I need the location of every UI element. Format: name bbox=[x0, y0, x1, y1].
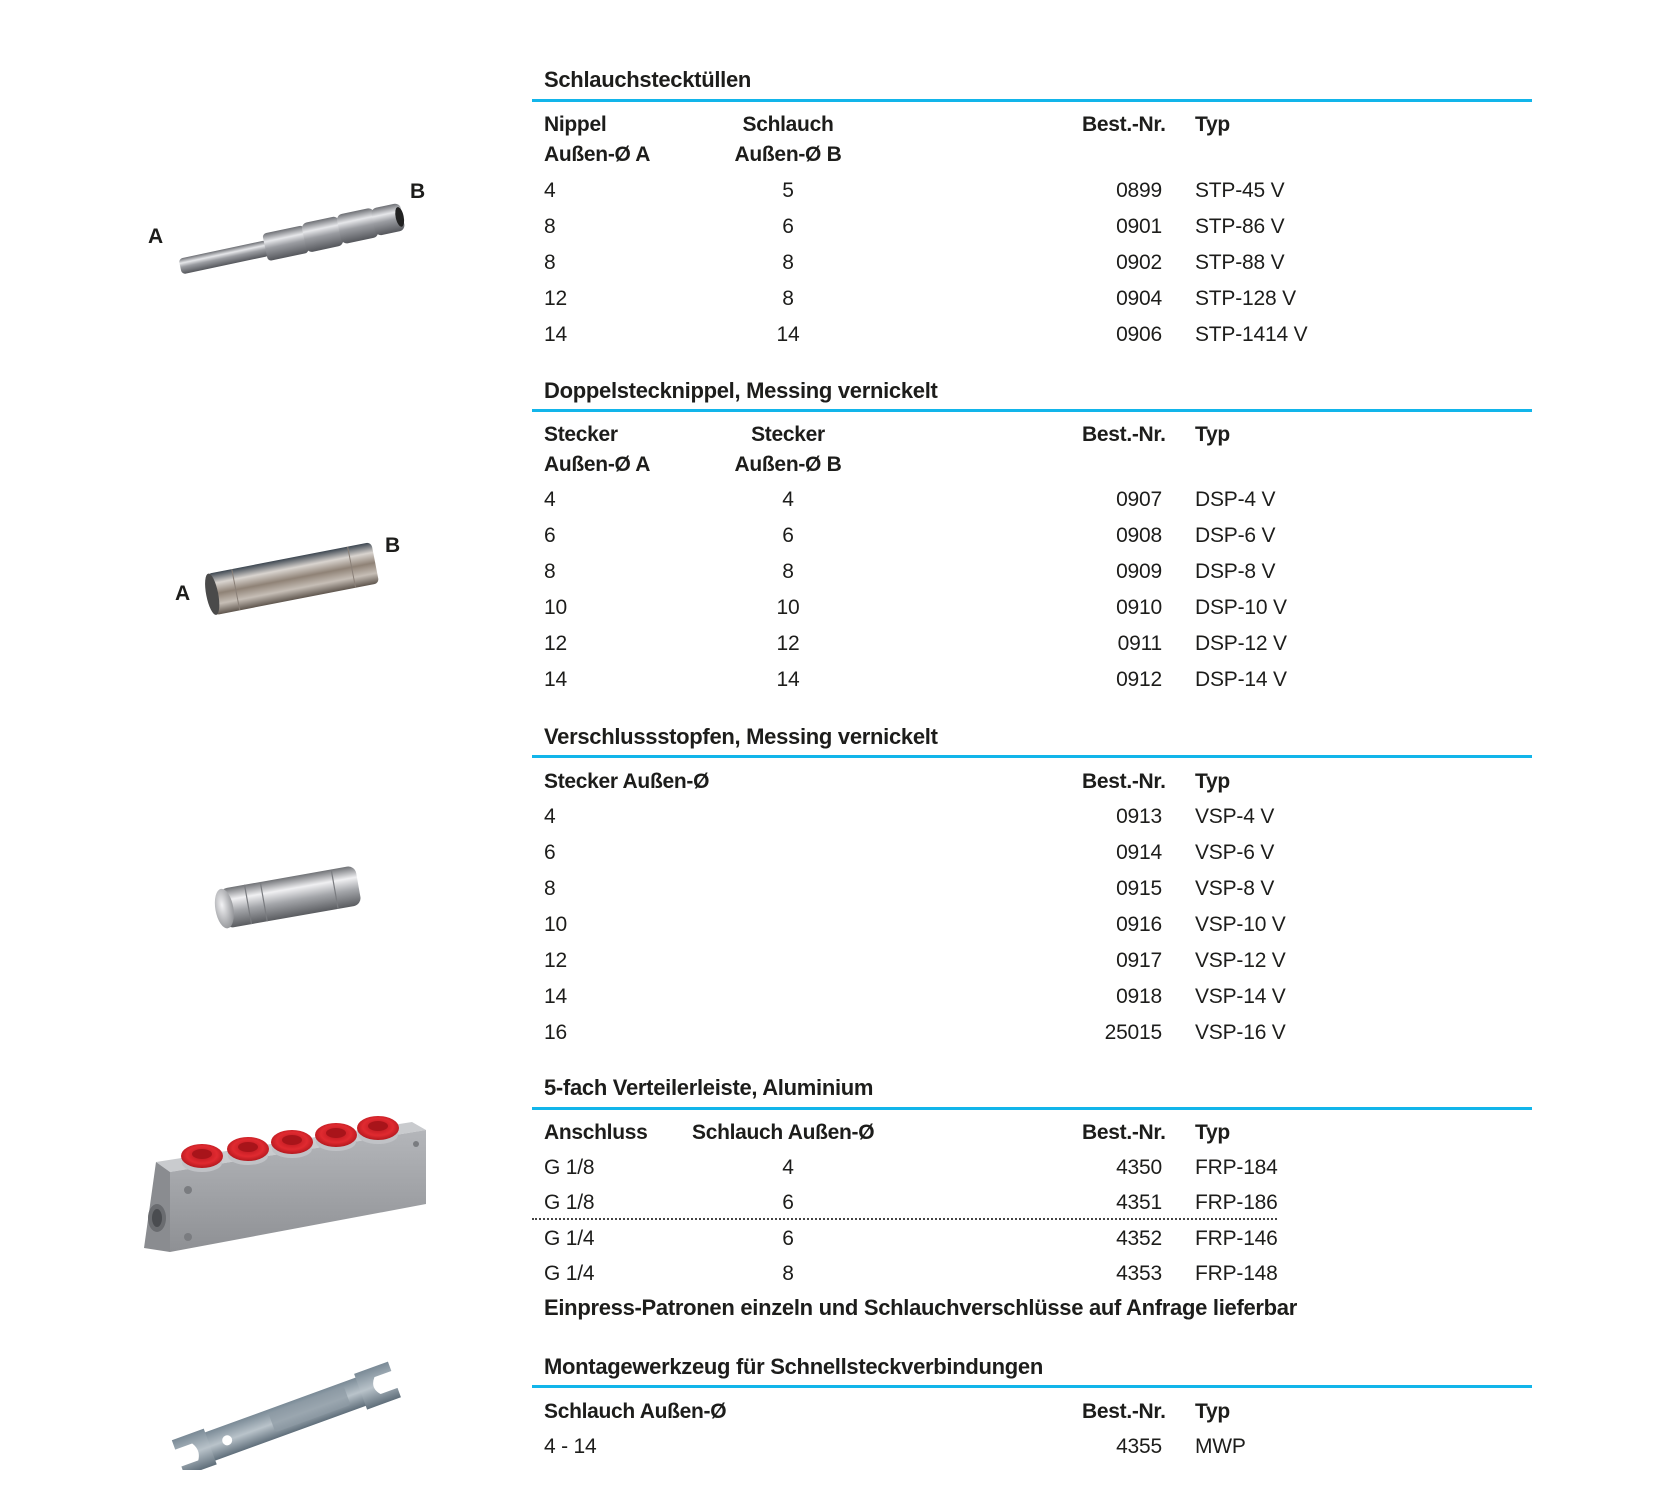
section-rule bbox=[532, 1385, 1532, 1388]
cell-typ: DSP-12 V bbox=[1195, 632, 1287, 655]
cell-typ: FRP-148 bbox=[1195, 1262, 1278, 1285]
section-title: Montagewerkzeug für Schnellsteckverbindungen bbox=[544, 1354, 1044, 1379]
cell-typ: VSP-10 V bbox=[1195, 913, 1286, 936]
mounting-tool-image bbox=[160, 1360, 410, 1470]
cell-b: 8 bbox=[782, 251, 794, 274]
hose-nipple-image bbox=[140, 180, 440, 280]
cell-nr: 4350 bbox=[1116, 1156, 1162, 1179]
col-header-typ: Typ bbox=[1195, 423, 1230, 446]
cell-b: 8 bbox=[782, 560, 794, 583]
cell-b: 14 bbox=[776, 668, 800, 691]
manifold-image bbox=[140, 1110, 440, 1260]
col-header-best-nr: Best.-Nr. bbox=[1082, 113, 1166, 136]
col-header: Schlauch Außen-Ø bbox=[692, 1121, 875, 1144]
cell-b: 4 bbox=[782, 488, 794, 511]
col-header-best-nr: Best.-Nr. bbox=[1082, 1400, 1166, 1423]
cell-a: 8 bbox=[544, 877, 556, 900]
availability-note: Einpress-Patronen einzeln und Schlauchverschlüsse auf Anfrage lieferbar bbox=[544, 1295, 1297, 1320]
cell-a: 16 bbox=[544, 1021, 567, 1044]
section-title: 5-fach Verteilerleiste, Aluminium bbox=[544, 1075, 874, 1100]
cell-typ: STP-45 V bbox=[1195, 179, 1285, 202]
end-label-b: B bbox=[385, 534, 401, 557]
cell-a: 14 bbox=[544, 323, 567, 346]
cell-typ: FRP-184 bbox=[1195, 1156, 1278, 1179]
hose-nipple-drawing bbox=[140, 180, 440, 280]
cell-typ: STP-88 V bbox=[1195, 251, 1285, 274]
section-rule bbox=[532, 409, 1532, 412]
cell-a: 14 bbox=[544, 668, 567, 691]
cell-typ: DSP-6 V bbox=[1195, 524, 1276, 547]
blanking-plug-drawing bbox=[205, 855, 375, 935]
section-rule bbox=[532, 755, 1532, 758]
section-rule bbox=[532, 1107, 1532, 1110]
cell-nr: 0914 bbox=[1116, 841, 1162, 864]
cell-b: 5 bbox=[782, 179, 794, 202]
cell-typ: VSP-4 V bbox=[1195, 805, 1275, 828]
cell-a: 8 bbox=[544, 215, 556, 238]
cell-a: 4 bbox=[544, 805, 556, 828]
col-header: Außen-Ø A bbox=[544, 143, 651, 166]
cell-nr: 0910 bbox=[1116, 596, 1162, 619]
section-title: Schlauchstecktüllen bbox=[544, 67, 752, 92]
blanking-plug-image bbox=[205, 855, 375, 935]
col-header: Anschluss bbox=[544, 1121, 648, 1144]
cell-typ: DSP-14 V bbox=[1195, 668, 1287, 691]
cell-nr: 0911 bbox=[1117, 632, 1162, 655]
col-header: Stecker Außen-Ø bbox=[544, 770, 710, 793]
col-header: Schlauch bbox=[742, 113, 834, 136]
cell-b: 6 bbox=[782, 1227, 794, 1250]
cell-nr: 4352 bbox=[1116, 1227, 1162, 1250]
cell-nr: 25015 bbox=[1104, 1021, 1162, 1044]
col-header-typ: Typ bbox=[1195, 1400, 1230, 1423]
cell-typ: STP-1414 V bbox=[1195, 323, 1308, 346]
col-header-best-nr: Best.-Nr. bbox=[1082, 770, 1166, 793]
cell-a: 10 bbox=[544, 596, 567, 619]
cell-nr: 0917 bbox=[1116, 949, 1162, 972]
cell-a: G 1/4 bbox=[544, 1227, 595, 1250]
dotted-separator bbox=[532, 1218, 1277, 1220]
end-label-b: B bbox=[410, 180, 426, 203]
cell-b: 6 bbox=[782, 524, 794, 547]
cell-nr: 0901 bbox=[1116, 215, 1162, 238]
cell-nr: 0904 bbox=[1116, 287, 1162, 310]
section-title: Verschlussstopfen, Messing vernickelt bbox=[544, 724, 938, 749]
double-plug-nipple-drawing bbox=[165, 520, 415, 620]
cell-typ: VSP-8 V bbox=[1195, 877, 1275, 900]
cell-nr: 4351 bbox=[1116, 1191, 1162, 1214]
cell-nr: 0909 bbox=[1116, 560, 1162, 583]
cell-a: 4 bbox=[544, 179, 556, 202]
cell-nr: 0916 bbox=[1116, 913, 1162, 936]
cell-typ: VSP-16 V bbox=[1195, 1021, 1286, 1044]
col-header: Schlauch Außen-Ø bbox=[544, 1400, 727, 1423]
cell-nr: 0913 bbox=[1116, 805, 1162, 828]
cell-typ: STP-128 V bbox=[1195, 287, 1296, 310]
cell-typ: DSP-8 V bbox=[1195, 560, 1276, 583]
cell-typ: VSP-12 V bbox=[1195, 949, 1286, 972]
cell-typ: FRP-146 bbox=[1195, 1227, 1278, 1250]
cell-typ: DSP-4 V bbox=[1195, 488, 1276, 511]
col-header-typ: Typ bbox=[1195, 1121, 1230, 1144]
cell-nr: 0912 bbox=[1116, 668, 1162, 691]
cell-b: 8 bbox=[782, 287, 794, 310]
cell-a: 14 bbox=[544, 985, 567, 1008]
cell-b: 12 bbox=[776, 632, 800, 655]
mounting-tool-drawing bbox=[160, 1360, 410, 1470]
cell-a: 8 bbox=[544, 560, 556, 583]
cell-nr: 0908 bbox=[1116, 524, 1162, 547]
col-header: Stecker bbox=[751, 423, 825, 446]
section-rule bbox=[532, 99, 1532, 102]
end-label-a: A bbox=[175, 582, 191, 605]
col-header-typ: Typ bbox=[1195, 770, 1230, 793]
col-header: Nippel bbox=[544, 113, 607, 136]
cell-a: 6 bbox=[544, 524, 556, 547]
cell-a: 12 bbox=[544, 949, 567, 972]
double-plug-nipple-image bbox=[165, 520, 415, 620]
cell-nr: 0918 bbox=[1116, 985, 1162, 1008]
cell-b: 6 bbox=[782, 215, 794, 238]
cell-nr: 0907 bbox=[1116, 488, 1162, 511]
cell-typ: VSP-14 V bbox=[1195, 985, 1286, 1008]
section-title: Doppelstecknippel, Messing vernickelt bbox=[544, 378, 938, 403]
col-header: Außen-Ø B bbox=[734, 143, 842, 166]
cell-nr: 0915 bbox=[1116, 877, 1162, 900]
col-header: Außen-Ø A bbox=[544, 453, 651, 476]
cell-a: G 1/4 bbox=[544, 1262, 595, 1285]
cell-b: 14 bbox=[776, 323, 800, 346]
cell-nr: 4353 bbox=[1116, 1262, 1162, 1285]
cell-b: 10 bbox=[776, 596, 800, 619]
cell-nr: 4355 bbox=[1116, 1435, 1162, 1458]
cell-nr: 0899 bbox=[1116, 179, 1162, 202]
cell-b: 8 bbox=[782, 1262, 794, 1285]
cell-typ: VSP-6 V bbox=[1195, 841, 1275, 864]
cell-typ: MWP bbox=[1195, 1435, 1246, 1458]
cell-nr: 0906 bbox=[1116, 323, 1162, 346]
cell-a: 8 bbox=[544, 251, 556, 274]
manifold-drawing bbox=[140, 1110, 440, 1260]
col-header: Außen-Ø B bbox=[734, 453, 842, 476]
cell-b: 4 bbox=[782, 1156, 794, 1179]
cell-b: 6 bbox=[782, 1191, 794, 1214]
cell-typ: FRP-186 bbox=[1195, 1191, 1278, 1214]
cell-typ: STP-86 V bbox=[1195, 215, 1285, 238]
col-header-best-nr: Best.-Nr. bbox=[1082, 423, 1166, 446]
cell-a: G 1/8 bbox=[544, 1156, 595, 1179]
cell-a: G 1/8 bbox=[544, 1191, 595, 1214]
cell-nr: 0902 bbox=[1116, 251, 1162, 274]
col-header-typ: Typ bbox=[1195, 113, 1230, 136]
cell-a: 12 bbox=[544, 632, 567, 655]
cell-a: 6 bbox=[544, 841, 556, 864]
col-header: Stecker bbox=[544, 423, 618, 446]
cell-a: 4 - 14 bbox=[544, 1435, 597, 1458]
cell-typ: DSP-10 V bbox=[1195, 596, 1287, 619]
col-header-best-nr: Best.-Nr. bbox=[1082, 1121, 1166, 1144]
cell-a: 4 bbox=[544, 488, 556, 511]
cell-a: 10 bbox=[544, 913, 567, 936]
cell-a: 12 bbox=[544, 287, 567, 310]
end-label-a: A bbox=[148, 225, 164, 248]
